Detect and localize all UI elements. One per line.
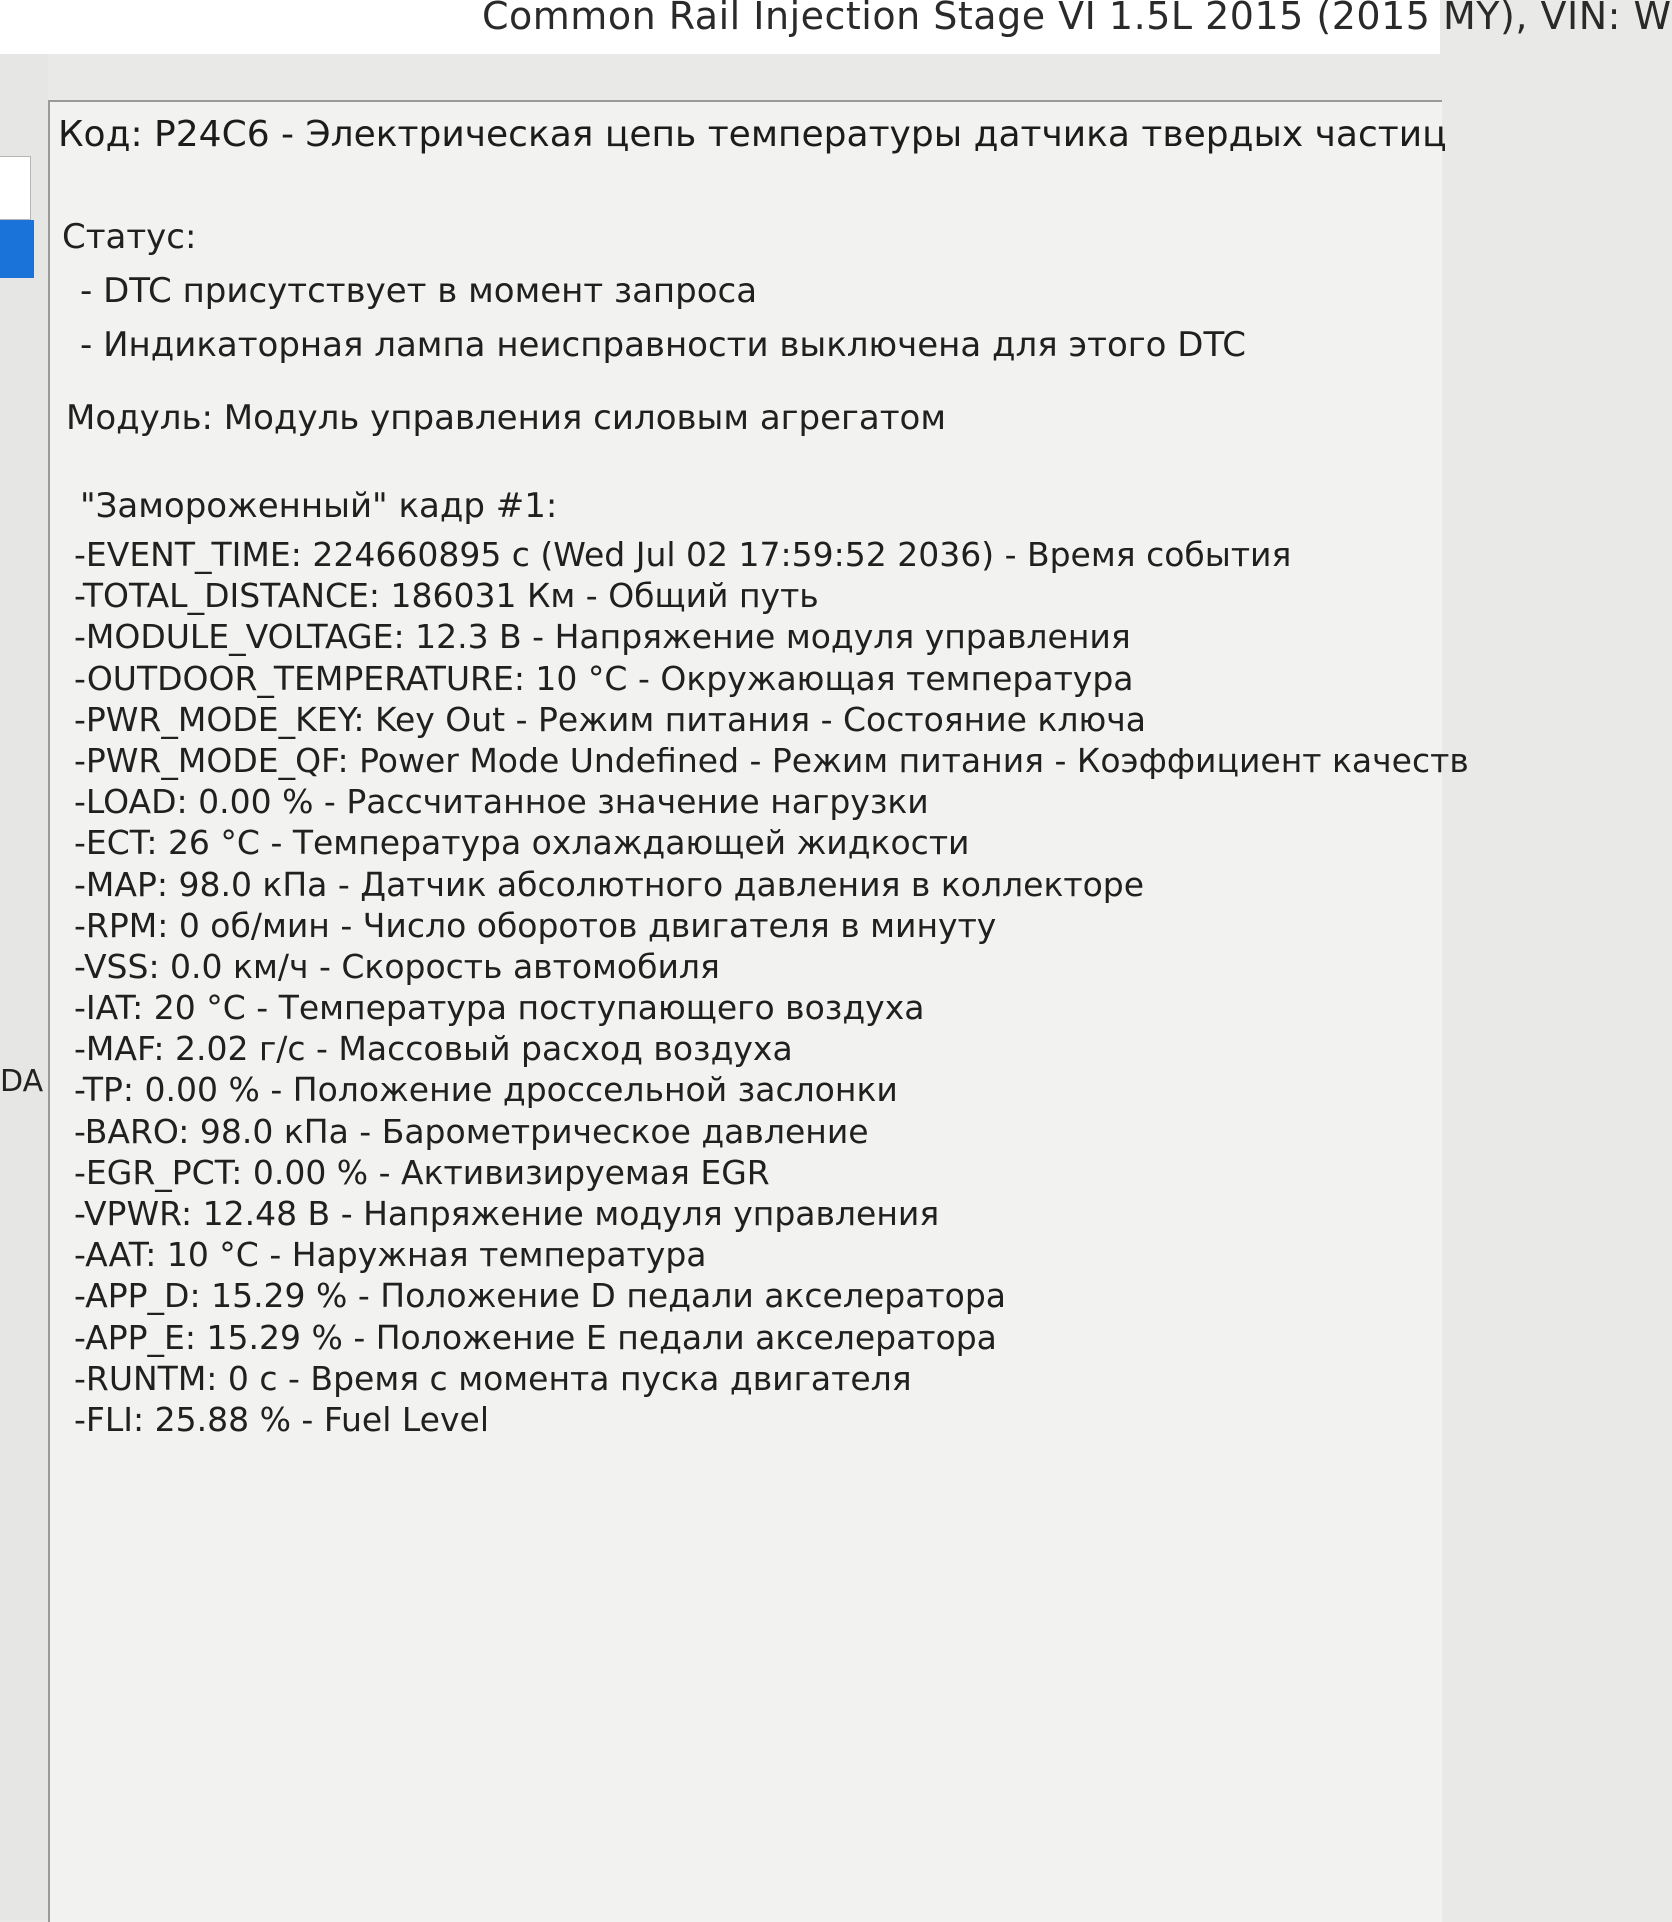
param-total-distance: -TOTAL_DISTANCE: 186031 Км - Общий путь	[74, 576, 819, 616]
param-aat: -AAT: 10 °C - Наружная температура	[74, 1235, 707, 1275]
dtc-header: Код: P24C6 - Электрическая цепь температуры датчика твердых частиц	[58, 114, 1447, 155]
param-pwr-mode-qf: -PWR_MODE_QF: Power Mode Undefined - Режим питания - Коэффициент качеств	[74, 740, 1469, 780]
module-line: Модуль: Модуль управления силовым агрегатом	[66, 398, 946, 438]
sidebar-tab-selected[interactable]	[0, 220, 34, 278]
param-event-time: -EVENT_TIME: 224660895 с (Wed Jul 02 17:59:52 2036) - Время события	[74, 535, 1292, 574]
window-title-bar	[0, 0, 1672, 54]
sidebar-cut-label: DA	[0, 1064, 44, 1099]
param-load: -LOAD: 0.00 % - Рассчитанное значение нагрузки	[74, 782, 929, 822]
status-item: - Индикаторная лампа неисправности выключена для этого DTC	[80, 325, 1246, 365]
param-vss: -VSS: 0.0 км/ч - Скорость автомобиля	[74, 946, 720, 986]
status-label: Статус:	[62, 217, 197, 257]
param-module-voltage: -MODULE_VOLTAGE: 12.3 В - Напряжение модуля управления	[74, 617, 1131, 657]
param-outdoor-temperature: -OUTDOOR_TEMPERATURE: 10 °C - Окружающая температура	[74, 658, 1134, 698]
freeze-frame-parameters	[74, 534, 1469, 1440]
freeze-frame-title: "Замороженный" кадр #1:	[80, 486, 558, 526]
param-baro: -BARO: 98.0 кПа - Барометрическое давление	[74, 1111, 869, 1151]
param-maf: -MAF: 2.02 г/с - Массовый расход воздуха	[74, 1029, 793, 1069]
dtc-details-panel	[48, 100, 1469, 1922]
param-rpm: -RPM: 0 об/мин - Число оборотов двигателя в минуту	[74, 905, 997, 945]
param-tp: -TP: 0.00 % - Положение дроссельной заслонки	[74, 1070, 898, 1110]
sidebar-tab[interactable]	[0, 156, 31, 220]
param-ect: -ECT: 26 °C - Температура охлаждающей жидкости	[74, 823, 970, 863]
param-vpwr: -VPWR: 12.48 В - Напряжение модуля управления	[74, 1194, 940, 1233]
param-iat: -IAT: 20 °C - Температура поступающего воздуха	[74, 988, 925, 1028]
param-fli: -FLI: 25.88 % - Fuel Level	[74, 1399, 489, 1439]
param-map: -MAP: 98.0 кПа - Датчик абсолютного давления в коллекторе	[74, 864, 1145, 904]
status-item: - DTC присутствует в момент запроса	[80, 271, 758, 311]
param-egr-pct: -EGR_PCT: 0.00 % - Активизируемая EGR	[74, 1152, 770, 1192]
status-block	[62, 210, 1246, 372]
left-sidebar	[0, 54, 48, 1920]
param-runtm: -RUNTM: 0 с - Время с момента пуска двигателя	[74, 1358, 912, 1398]
param-app-d: -APP_D: 15.29 % - Положение D педали акселератора	[74, 1276, 1007, 1316]
param-pwr-mode-key: -PWR_MODE_KEY: Key Out - Режим питания - Состояние ключа	[74, 699, 1146, 739]
param-app-e: -APP_E: 15.29 % - Положение E педали акселератора	[74, 1317, 997, 1357]
window-title: Common Rail Injection Stage VI 1.5L 2015 (2015 MY), VIN: W	[482, 0, 1672, 38]
